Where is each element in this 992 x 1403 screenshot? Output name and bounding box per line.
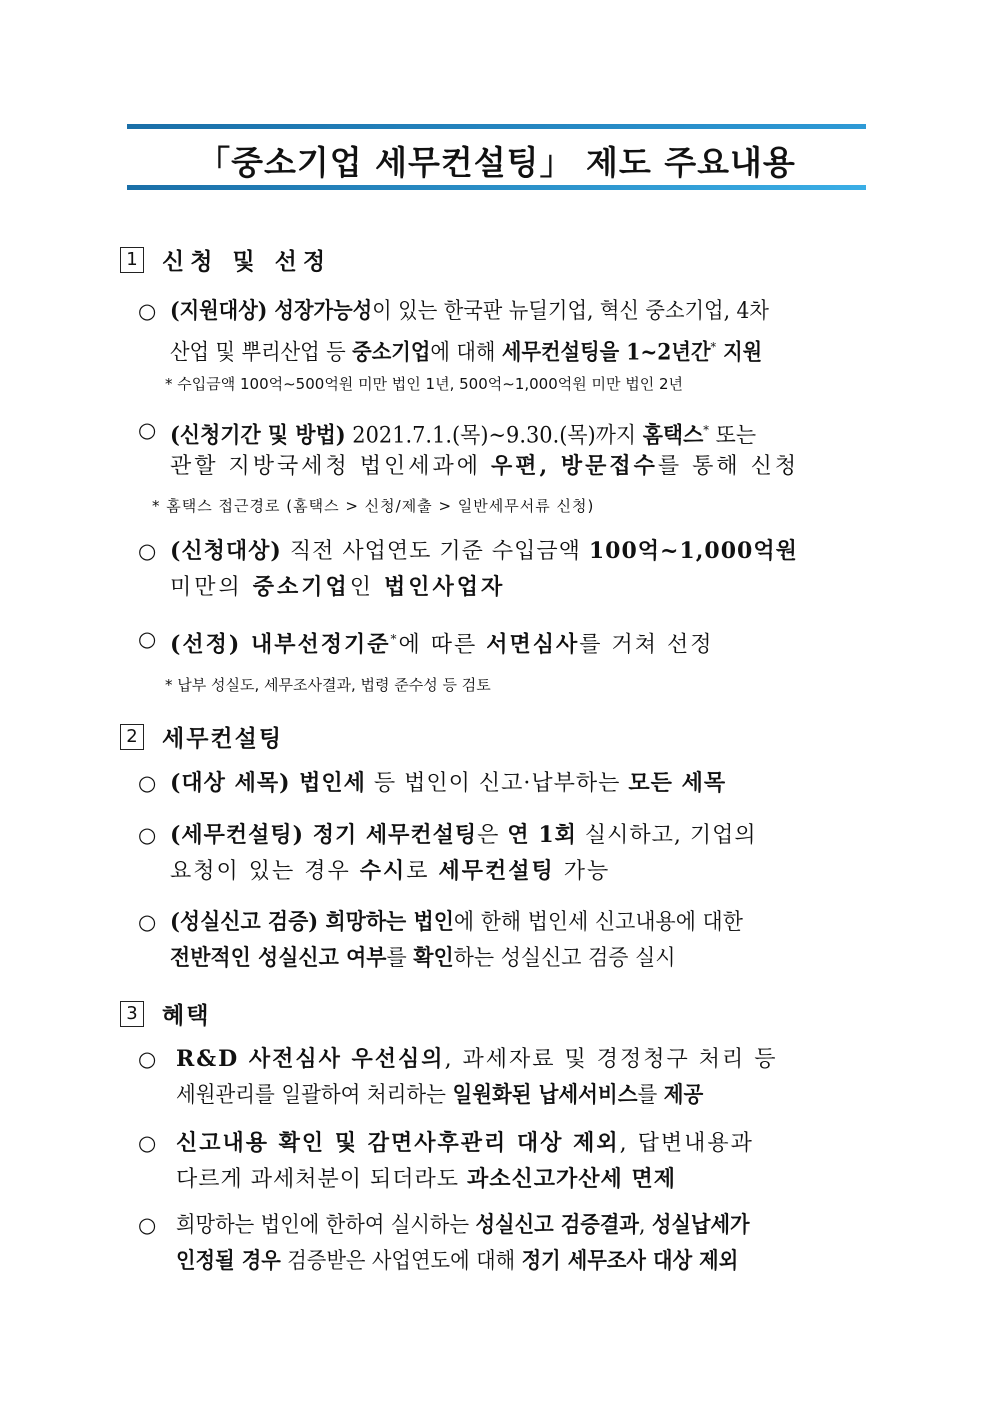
circle-bullet-icon: ○ — [138, 823, 157, 847]
item-text: 검증받은 사업연도에 대해 — [280, 1249, 522, 1274]
item-emphasis: 법인사업자 — [384, 574, 506, 600]
section-heading-3 — [120, 997, 210, 1030]
item-emphasis: 우편, 방문접수 — [491, 453, 658, 479]
item-text: 를 — [386, 946, 414, 971]
item-emphasis: 세무컨설팅 — [438, 858, 555, 884]
item-emphasis: 인정될 경우 — [176, 1248, 281, 1274]
item-text: , 과세자료 및 경정청구 처리 등 — [444, 1047, 778, 1072]
item-line — [170, 329, 762, 371]
item-emphasis: 정기 세무조사 대상 제외 — [521, 1248, 739, 1274]
item-label: (성실신고 검증) 희망하는 법인 — [170, 909, 454, 935]
item-line — [176, 1125, 754, 1162]
item-emphasis: 서면심사 — [486, 631, 580, 658]
item-line — [170, 293, 769, 330]
item-line — [170, 765, 726, 802]
page-title: 「중소기업 세무컨설팅」 제도 주요내용 — [197, 143, 796, 182]
item-emphasis: 제공 — [663, 1082, 704, 1108]
item-text: 실시하고, 기업의 — [576, 823, 757, 848]
item-label: (대상 세목) 법인세 — [170, 770, 366, 796]
footnote-mark: * — [710, 340, 717, 354]
item-text: 요청이 있는 경우 — [170, 859, 360, 884]
section-number: 2 — [120, 724, 144, 750]
item-emphasis: 전반적인 성실신고 여부 — [170, 945, 387, 971]
circle-bullet-icon: ○ — [138, 1131, 157, 1155]
item-text: 이 있는 한국판 뉴딜기업, 혁신 중소기업, 4차 — [372, 299, 769, 324]
item-label: R&D 사전심사 우선심의 — [176, 1046, 445, 1072]
item-label: (신청대상) — [170, 538, 282, 564]
item-text: 은 — [477, 823, 508, 848]
item-text: 관할 지방국세청 법인세과에 — [170, 454, 492, 479]
footnote-mark: * — [390, 632, 399, 646]
item-text: 미만의 — [170, 575, 253, 600]
circle-bullet-icon: ○ — [138, 627, 157, 651]
item-line — [170, 904, 743, 941]
circle-bullet-icon: ○ — [138, 1213, 157, 1237]
item-text: 가능 — [554, 859, 611, 884]
item-text: 다르게 과세처분이 되더라도 — [176, 1167, 468, 1192]
item-emphasis: 과소신고가산세 면제 — [467, 1166, 676, 1192]
circle-bullet-icon: ○ — [138, 299, 157, 323]
item-emphasis: 확인 — [413, 945, 454, 971]
section-label: 신청 및 선정 — [162, 248, 332, 275]
item-line — [170, 533, 798, 570]
section-heading-1 — [120, 243, 331, 276]
item-emphasis: 성실신고 검증결과 — [475, 1212, 639, 1238]
item-text: 산업 및 뿌리산업 등 — [170, 340, 353, 366]
item-emphasis: 연 1회 — [507, 822, 577, 848]
item-text: 등 법인이 신고·납부하는 — [365, 771, 629, 796]
item-text: 인 — [349, 575, 385, 600]
item-text: 세원관리를 일괄하여 처리하는 — [176, 1083, 453, 1108]
item-emphasis: 홈택스 — [642, 422, 704, 449]
section-heading-2 — [120, 720, 283, 753]
item-emphasis: 성실납세가 — [651, 1212, 750, 1238]
item-emphasis: 중소기업 — [252, 574, 350, 600]
item-emphasis: 세무컨설팅을 1~2년간 — [501, 339, 711, 366]
item-text: 희망하는 법인에 한하여 실시하는 — [176, 1213, 476, 1238]
item-label: (선정) 내부선정기준 — [170, 631, 391, 658]
item-emphasis: 모든 세목 — [628, 770, 727, 796]
item-text: 를 통해 신청 — [657, 454, 800, 479]
item-line — [170, 621, 714, 663]
footnote: * 수입금액 100억∼500억원 미만 법인 1년, 500억∼1,000억원 미만 법인 2년 — [165, 375, 684, 393]
item-text: , — [638, 1213, 652, 1238]
item-text: 하는 성실신고 검증 실시 — [453, 946, 676, 971]
item-emphasis: 중소기업 — [352, 339, 431, 366]
item-line — [170, 853, 610, 890]
item-text: 2021.7.1.(목)~9.30.(목)까지 — [345, 423, 643, 449]
item-emphasis: 지원 — [716, 339, 763, 366]
item-line — [170, 569, 505, 606]
section-number: 1 — [120, 247, 144, 273]
title-banner — [127, 124, 866, 190]
item-text: 에 한해 법인세 신고내용에 대한 — [453, 910, 743, 935]
footnote: * 납부 성실도, 세무조사결과, 법령 준수성 등 검토 — [165, 676, 491, 694]
item-emphasis: 100억~1,000억원 — [588, 538, 798, 564]
item-line — [170, 817, 757, 854]
circle-bullet-icon: ○ — [138, 910, 157, 934]
item-text: 를 거쳐 선정 — [579, 632, 714, 658]
circle-bullet-icon: ○ — [138, 771, 157, 795]
section-label: 세무컨설팅 — [162, 725, 284, 752]
item-text: 로 — [406, 859, 439, 884]
circle-bullet-icon: ○ — [138, 1047, 157, 1071]
title-bottom-rule — [127, 185, 866, 190]
item-line — [176, 1161, 676, 1198]
item-text: 에 대해 — [430, 340, 502, 366]
item-line — [176, 1041, 778, 1078]
item-line — [176, 1243, 738, 1280]
item-text: , 답변내용과 — [619, 1131, 754, 1156]
item-line — [176, 1077, 703, 1114]
item-label: (신청기간 및 방법) — [170, 422, 346, 449]
footnote-mark: * — [703, 423, 710, 437]
footnote: * 홈택스 접근경로 (홈택스 > 신청/제출 > 일반세무서류 신청) — [152, 497, 595, 515]
circle-bullet-icon: ○ — [138, 418, 157, 442]
item-line — [170, 448, 799, 485]
item-label: 신고내용 확인 및 감면사후관리 대상 제외 — [176, 1130, 620, 1156]
item-text: 에 따른 — [398, 632, 487, 658]
item-label: (세무컨설팅) 정기 세무컨설팅 — [170, 822, 478, 848]
section-number: 3 — [120, 1001, 144, 1027]
item-emphasis: 일원화된 납세서비스 — [452, 1082, 638, 1108]
item-emphasis: 수시 — [359, 858, 407, 884]
item-line — [176, 1207, 750, 1244]
item-line — [170, 940, 676, 977]
item-text: 또는 — [709, 423, 757, 449]
item-text: 직전 사업연도 기준 수입금액 — [281, 539, 589, 564]
section-label: 혜택 — [162, 1002, 211, 1029]
item-label: (지원대상) 성장가능성 — [170, 298, 373, 324]
item-text: 를 — [637, 1083, 664, 1108]
circle-bullet-icon: ○ — [138, 539, 157, 563]
title-top-rule — [127, 124, 866, 129]
